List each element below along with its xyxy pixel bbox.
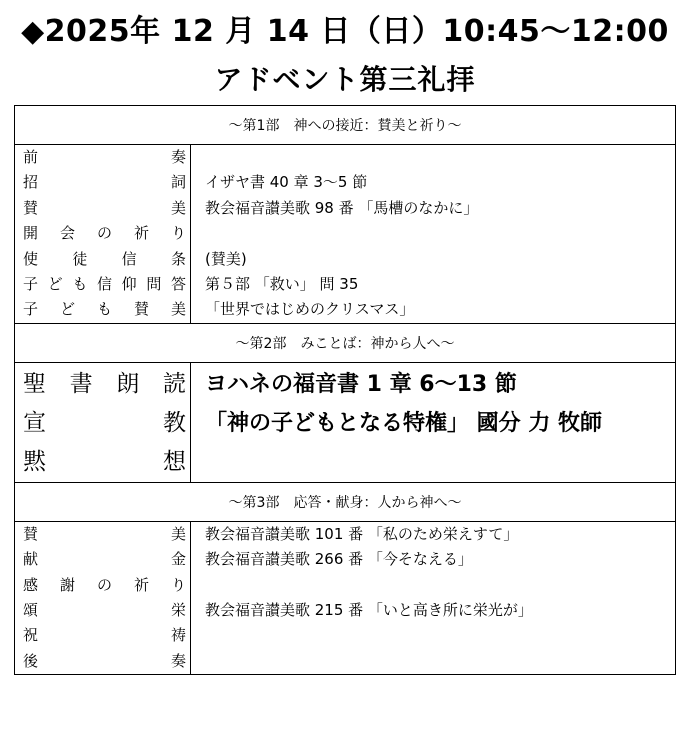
item-value: 教会福音讃美歌 98 番 「馬槽のなかに」 [205, 198, 479, 217]
item-value [205, 649, 675, 674]
item-label: 招詞 [23, 173, 186, 192]
item-label: 祝祷 [23, 626, 186, 645]
section-heading: ～第3部 応答・献身：人から神へ～ [15, 482, 676, 521]
item-label: 賛美 [23, 524, 186, 543]
value-column [191, 362, 676, 482]
section-heading: ～第1部 神への接近：賛美と祈り～ [15, 106, 676, 145]
item-value: 「世界ではじめのクリスマス」 [205, 300, 415, 319]
item-value: イザヤ書 40 章 3～5 節 [205, 173, 368, 192]
item-value [205, 221, 675, 246]
item-label: 黙想 [23, 448, 186, 475]
service-date: ◆2025年 12 月 14 日（日）10:45～12:00 [21, 14, 669, 49]
item-value: (賛美) [205, 249, 247, 268]
item-value: ヨハネの福音書 1 章 6～13 節 [205, 371, 517, 397]
item-label: 子ども信仰問答 [23, 274, 186, 293]
item-label: 開会の祈り [23, 224, 186, 243]
section-2-header-row [15, 323, 676, 362]
item-label: 宣教 [23, 409, 186, 436]
item-value: 第５部 「救い」 問 35 [205, 274, 359, 293]
item-label: 前奏 [23, 148, 186, 166]
item-value [205, 623, 675, 648]
item-value [205, 443, 675, 482]
item-value [205, 573, 675, 598]
label-column [15, 362, 191, 482]
section-3-header-row [15, 482, 676, 521]
order-of-worship-table [14, 105, 676, 675]
label-column [15, 145, 191, 324]
item-label: 使徒信条 [23, 249, 186, 268]
item-value: 教会福音讃美歌 215 番 「いと高き所に栄光が」 [205, 600, 533, 619]
section-2-items [15, 362, 676, 482]
item-value: 教会福音讃美歌 266 番 「今そなえる」 [205, 550, 473, 569]
item-label: 後奏 [23, 651, 186, 670]
section-1-items [15, 145, 676, 324]
item-value: 教会福音讃美歌 101 番 「私のため栄えすて」 [205, 524, 519, 543]
item-value [205, 145, 675, 170]
item-label: 子ども賛美 [23, 300, 186, 319]
label-column [15, 521, 191, 674]
item-label: 賛美 [23, 198, 186, 217]
item-label: 献金 [23, 550, 186, 569]
item-value: 「神の子どもとなる特権」 國分 力 牧師 [205, 410, 602, 436]
service-title: アドベント第三礼拝 [214, 63, 476, 96]
section-3-items [15, 521, 676, 674]
value-column [191, 145, 676, 324]
item-label: 感謝の祈り [23, 575, 186, 594]
value-column [191, 521, 676, 674]
item-label: 聖書朗読 [23, 370, 186, 397]
section-1-header-row [15, 106, 676, 145]
section-heading: ～第2部 みことば：神から人へ～ [15, 323, 676, 362]
item-label: 頌栄 [23, 600, 186, 619]
